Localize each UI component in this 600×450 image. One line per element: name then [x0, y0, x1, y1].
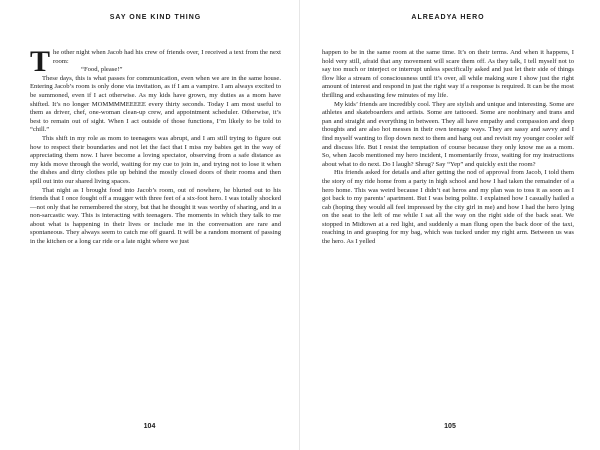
right-page: [300, 0, 600, 450]
paragraph: That night as I brought food into Jacob’s room, out of nowhere, he blurted out to his friends that I once fought off a mugger with three feet of a six-foot hero. I was totally shocked—not only that he remembered the story, but that he thought it was worthy of sharing, and in a non-sarcastic way. This is interacting with teenagers. The moments in which they talk to me about what is happening in their lives or include me in the conversation are rare and spontaneous. They always seem to catch me off guard. It will be a random moment of passing in the kitchen or a long car ride or a late night where we just: [30, 186, 281, 246]
running-head-right: ALREADYA HERO: [411, 14, 485, 21]
opening-paragraph: [30, 45, 281, 78]
right-page-body: [322, 49, 574, 247]
paragraph: happen to be in the same room at the same time. It’s on their terms. And when it happens, I hold very still, afraid that any movement will scare them off. As they talk, I tell myself not to say too much or interject or interrupt unless specifically asked and just let their side of things flow like a stream of consciousness until it’s over, all while making sure I show just the right amount of interest and respond in just the right way if a response is required. It can be the most thrilling and exhausting few minutes of my life.: [322, 49, 574, 99]
page-number-right: 105: [444, 423, 456, 430]
page-number-left: 104: [143, 423, 156, 430]
paragraph: His friends asked for details and after getting the nod of approval from Jacob, I told them the story of my ride home from a party in high school and how I had taken the remainder of a hero home. This was weird because I didn’t eat heros and my plan was to toss it as soon as I got back to my parents’ apartment. But I was being polite. I explained how I casually hailed a cab (hoping they would all feel impressed by the city girl in me) and how I had the hero lying on the seat to the left of me while I sat all the way on the right side of the back seat. We stopped in Midtown at a red light, and suddenly a man flung open the back door of the taxi, reaching in and grasping for my bag, which was tucked under my right arm. Between us was the hero. As I yelled: [322, 169, 574, 246]
paragraph: My kids’ friends are incredibly cool. They are stylish and unique and interesting. Some are athletes and skateboarders and artists. Some are tattooed. Some are nonbinary and trans and pan and straight and everything in between. They all have empathy and compassion and deep thoughts and are also hot messes in their own teenage ways. They are sassy and savvy and I find myself wanting to flop down next to them and hang out and revisit my younger cooler self and discuss life. But I resist the temptation of course because they only know me as a mom. So, when Jacob mentioned my hero incident, I momentarily froze, waiting for my instructions about what to do next. Do I laugh? Shrug? Say “Yep” and quickly exit the room?: [322, 100, 574, 168]
drop-cap: T: [30, 45, 51, 78]
opening-text: he other night when Jacob had his crew of friends over, I received a text from the next room:: [53, 49, 281, 65]
paragraph: This shift in my role as mom to teenagers was abrupt, and I am still trying to figure out how to respect their boundaries and not let the fact that I miss my babies get in the way of appreciating them now. I have become a loving spectator, observing from a safe distance as my kids move through the world, waiting for my cue to join in, and trying not to lose it when the dishes and dirty clothes pile up behind the mostly closed doors of their rooms and then spill out into our shared living spaces.: [30, 134, 281, 185]
quote-line: “Food, please!”: [81, 66, 123, 74]
left-page-body: [30, 45, 281, 247]
running-head-left: SAY ONE KIND THING: [109, 14, 202, 21]
paragraph: These days, this is what passes for communication, even when we are in the same house. Entering Jacob’s room is only done via invitation, as if I am a vampire. I am always excited to be summoned, even if I act otherwise. As my kids have grown, my duties as a mom have shifted. It’s no longer MOMMMMEEEEE every thirty seconds. Today I am most useful to them as driver, chef, one-woman clean-up crew, and appointment scheduler. Otherwise, it’s best to remain out of sight. When I act outside of those functions, I’m likely to be told to “chill.”: [30, 74, 281, 134]
